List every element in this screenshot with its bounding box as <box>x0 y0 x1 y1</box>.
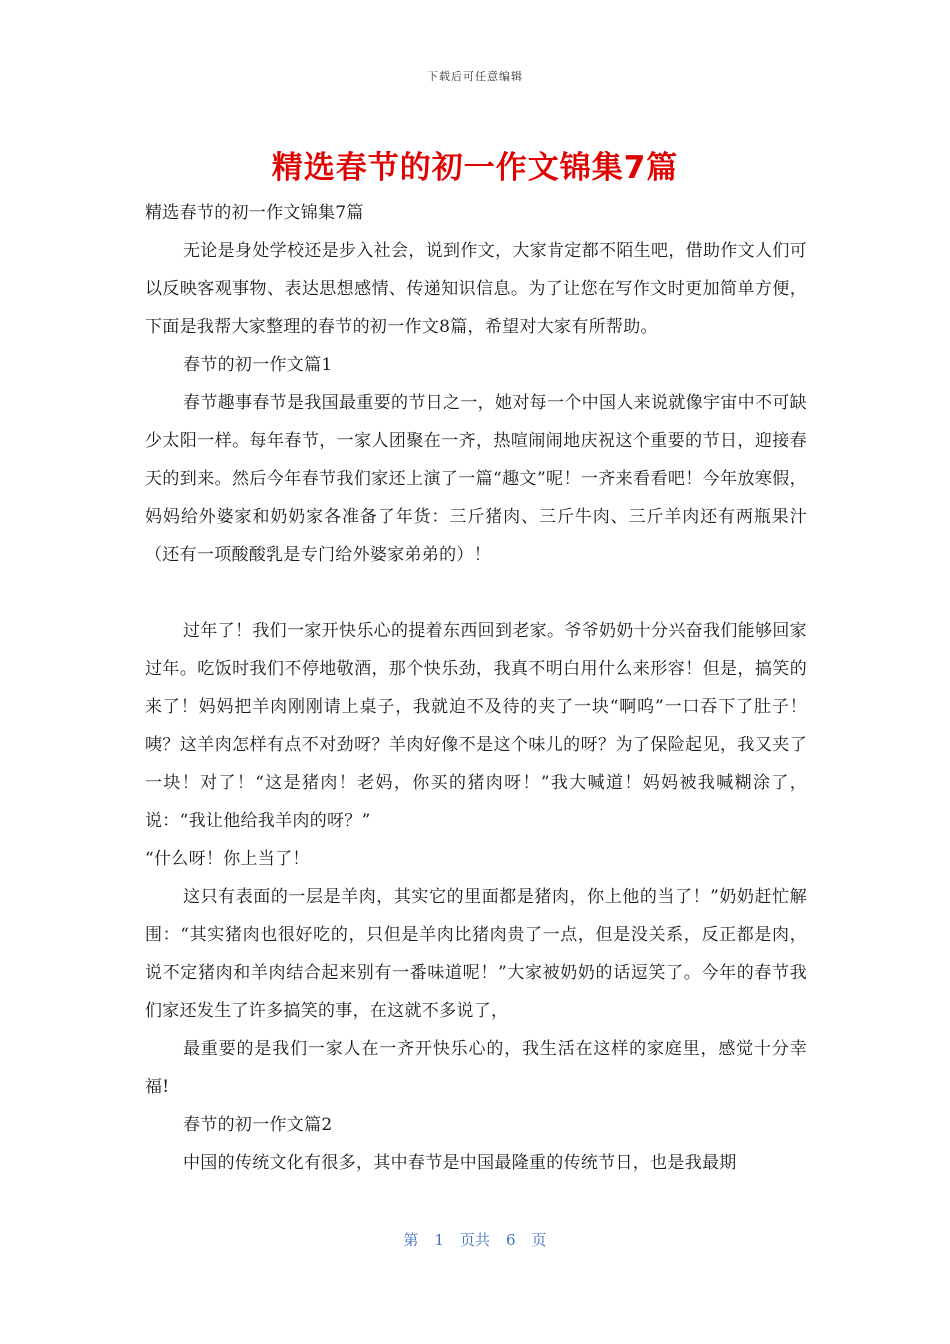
footer-page-word: 第 <box>403 1231 419 1249</box>
page-footer <box>0 1229 950 1250</box>
header-note: 下载后可任意编辑 <box>427 70 523 83</box>
document-body <box>145 194 807 1182</box>
intro-paragraph: 无论是身处学校还是步入社会，说到作文，大家肯定都不陌生吧，借助作文人们可以反映客观事物、表达思想感情、传递知识信息。为了让您在写作文时更加简单方便，下面是我帮大家整理的春节的初一作文8篇，希望对大家有所帮助。 <box>145 241 807 337</box>
footer-total-pages: 6 <box>506 1231 516 1249</box>
essay1-paragraph-2: 过年了！我们一家开快乐心的提着东西回到老家。爷爷奶奶十分兴奋我们能够回家过年。吃饭时我们不停地敬酒，那个快乐劲，我真不明白用什么来形容！但是，搞笑的来了！妈妈把羊肉刚刚请上桌子，我就迫不及待的夹了一块“啊呜”一口吞下了肚子！咦？这羊肉怎样有点不对劲呀？羊肉好像不是这个味儿的呀？为了保险起见，我又夹了一块！对了！“这是猪肉！老妈，你买的猪肉呀！”我大喊道！妈妈被我喊糊涂了，说：“我让他给我羊肉的呀？” <box>145 621 807 831</box>
essay1-quote-line: “什么呀！你上当了！ <box>145 849 310 869</box>
essay2-paragraph-1: 中国的传统文化有很多，其中春节是中国最隆重的传统节日，也是我最期 <box>183 1153 737 1173</box>
section-heading-1: 春节的初一作文篇1 <box>183 355 333 375</box>
footer-page-suffix: 页 <box>531 1231 547 1249</box>
essay1-paragraph-3: 这只有表面的一层是羊肉，其实它的里面都是猪肉，你上他的当了！”奶奶赶忙解围：“其实猪肉也很好吃的，只但是羊肉比猪肉贵了一点，但是没关系，反正都是肉，说不定猪肉和羊肉结合起来别有一番味道呢！”大家被奶奶的话逗笑了。今年的春节我们家还发生了许多搞笑的事，在这就不多说了， <box>145 887 807 1021</box>
footer-page-number: 1 <box>434 1231 444 1249</box>
essay1-paragraph-1: 春节趣事春节是我国最重要的节日之一，她对每一个中国人来说就像宇宙中不可缺少太阳一样。每年春节，一家人团聚在一齐，热喧闹闹地庆祝这个重要的节日，迎接春天的到来。然后今年春节我们家还上演了一篇“趣文”呢！一齐来看看吧！今年放寒假，妈妈给外婆家和奶奶家各准备了年货：三斤猪肉、三斤牛肉、三斤羊肉还有两瓶果汁（还有一项酸酸乳是专门给外婆家弟弟的）！ <box>145 393 807 565</box>
document-title: 精选春节的初一作文锦集7篇 <box>271 150 679 186</box>
footer-total-prefix: 页共 <box>459 1231 490 1249</box>
essay1-paragraph-4: 最重要的是我们一家人在一齐开快乐心的，我生活在这样的家庭里，感觉十分幸福! <box>145 1039 807 1097</box>
subtitle-line: 精选春节的初一作文锦集7篇 <box>145 203 364 223</box>
section-heading-2: 春节的初一作文篇2 <box>183 1115 333 1135</box>
